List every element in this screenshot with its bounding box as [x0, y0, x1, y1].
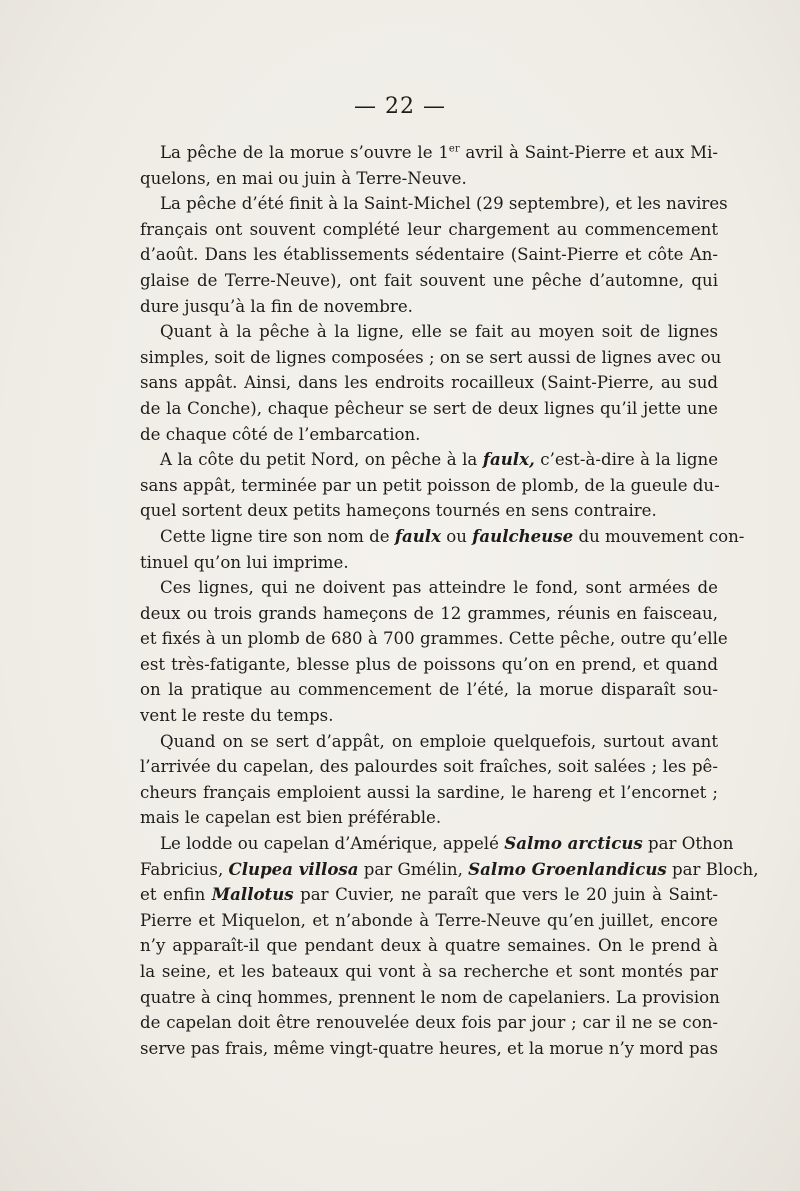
text-run: de la Conche), chaque pêcheur se sert de deux lignes qu’il jette une [140, 398, 718, 418]
text-line [140, 396, 718, 422]
text-run: et enfin [140, 885, 212, 905]
italic-term: Salmo Groenlandicus [468, 858, 667, 879]
text-run: Quant à la pêche à la ligne, elle se fait au moyen soit de lignes [160, 322, 718, 342]
text-run: français ont souvent complété leur chargement au commencement [140, 219, 718, 239]
text-run: avril à Saint-Pierre et aux Mi- [459, 143, 718, 162]
text-run: Pierre et Miquelon, et n’abonde à Terre-Neuve qu’en juillet, encore [140, 910, 718, 930]
text-run: par Cuvier, ne paraît que vers le 20 juin à Saint- [293, 885, 718, 905]
italic-term: faulx, [482, 449, 535, 470]
text-line [140, 677, 718, 703]
text-run: simples, soit de lignes composées ; on se sert aussi de lignes avec ou [140, 347, 722, 367]
text-run: d’août. Dans les établissements sédentaire (Saint-Pierre et côte An- [140, 245, 718, 265]
italic-term: Salmo arcticus [504, 833, 643, 854]
text-line [140, 1010, 718, 1036]
text-line [140, 550, 718, 576]
text-run: sans appât, terminée par un petit poisson de plomb, de la gueule du- [140, 475, 720, 495]
text-run: ou [441, 526, 473, 546]
text-run: Ces lignes, qui ne doivent pas atteindre le fond, sont armées de [160, 578, 718, 598]
text-line [140, 908, 718, 934]
text-line [140, 652, 718, 678]
text-line [140, 601, 718, 627]
text-run: Quand on se sert d’appât, on emploie quelquefois, surtout avant [160, 731, 718, 751]
text-run: La pêche d’été finit à la Saint-Michel (29 septembre), et les navires [160, 194, 728, 214]
text-run: quel sortent deux petits hameçons tournés en sens contraire. [140, 501, 657, 521]
text-line [140, 217, 718, 243]
text-line [140, 370, 718, 396]
text-run: er [448, 143, 460, 155]
text-line [140, 447, 718, 473]
text-line [140, 882, 718, 908]
text-run: vent le reste du temps. [140, 706, 334, 726]
text-line [140, 780, 718, 806]
text-line [140, 729, 718, 755]
text-line [140, 985, 718, 1011]
text-run: mais le capelan est bien préférable. [140, 808, 442, 828]
text-run: par Gmélin, [358, 859, 469, 879]
text-line [140, 345, 722, 371]
text-line [140, 754, 718, 780]
text-line [140, 575, 718, 601]
text-run: l’arrivée du capelan, des palourdes soit fraîches, soit salées ; les pê- [140, 757, 718, 777]
text-run: cheurs français emploient aussi la sardine, le hareng et l’encornet ; [140, 782, 718, 802]
text-run: du mouvement con- [573, 526, 745, 546]
italic-term: Clupea villosa [228, 858, 359, 879]
text-line [140, 268, 718, 294]
page-number: — 22 — [354, 94, 446, 119]
text-run: tinuel qu’on lui imprime. [140, 552, 349, 572]
body-text [140, 140, 759, 1061]
text-run: la seine, et les bateaux qui vont à sa recherche et sont montés par [140, 962, 718, 981]
text-run: A la côte du petit Nord, on pêche à la [160, 450, 483, 470]
text-run: deux ou trois grands hameçons de 12 grammes, réunis en faisceau, [140, 603, 718, 623]
text-line [140, 473, 718, 499]
text-line [140, 319, 718, 345]
italic-term: faulcheuse [472, 525, 574, 546]
text-run: quatre à cinq hommes, prennent le nom de capelaniers. La provision [140, 987, 720, 1007]
text-run: de capelan doit être renouvelée deux fois par jour ; car il ne se con- [140, 1013, 718, 1033]
text-line [140, 422, 718, 448]
text-run: Fabricius, [140, 859, 229, 879]
text-run: et fixés à un plomb de 680 à 700 grammes. Cette pêche, outre qu’elle [140, 629, 728, 649]
text-line [140, 626, 728, 652]
text-line [140, 191, 728, 217]
text-line [140, 1036, 718, 1062]
text-run: dure jusqu’à la fin de novembre. [140, 296, 413, 316]
text-run: Cette ligne tire son nom de [160, 526, 395, 546]
text-run: La pêche de la morue s’ouvre le 1 [160, 143, 449, 162]
text-line [140, 857, 759, 883]
text-run: par Bloch, [666, 859, 759, 879]
text-run: sans appât. Ainsi, dans les endroits rocailleux (Saint-Pierre, au sud [140, 373, 718, 393]
text-line [140, 166, 718, 192]
text-line [140, 242, 718, 268]
text-run: Le lodde ou capelan d’Amérique, appelé [160, 834, 505, 854]
text-line [140, 831, 734, 857]
text-line [140, 933, 718, 959]
text-run: n’y apparaît-il que pendant deux à quatre semaines. On le prend à [140, 936, 718, 956]
text-run: on la pratique au commencement de l’été, la morue disparaît sou- [140, 680, 718, 700]
text-run: par Othon [642, 834, 734, 854]
italic-term: Mallotus [211, 884, 294, 905]
text-run: de chaque côté de l’embarcation. [140, 424, 421, 444]
italic-term: faulx [394, 525, 441, 546]
text-run: est très-fatigante, blesse plus de poissons qu’on en prend, et quand [140, 654, 718, 674]
text-line [140, 805, 718, 831]
text-line [140, 959, 718, 985]
text-run: c’est-à-dire à la ligne [534, 450, 719, 470]
text-line [140, 140, 718, 166]
text-run: quelons, en mai ou juin à Terre-Neuve. [140, 168, 467, 188]
text-line [140, 703, 718, 729]
text-line [140, 294, 718, 320]
text-run: glaise de Terre-Neuve), ont fait souvent une pêche d’automne, qui [140, 270, 718, 290]
text-run: serve pas frais, même vingt-quatre heures, et la morue n’y mord pas [140, 1038, 718, 1058]
text-line [140, 498, 718, 524]
text-line [140, 524, 745, 550]
